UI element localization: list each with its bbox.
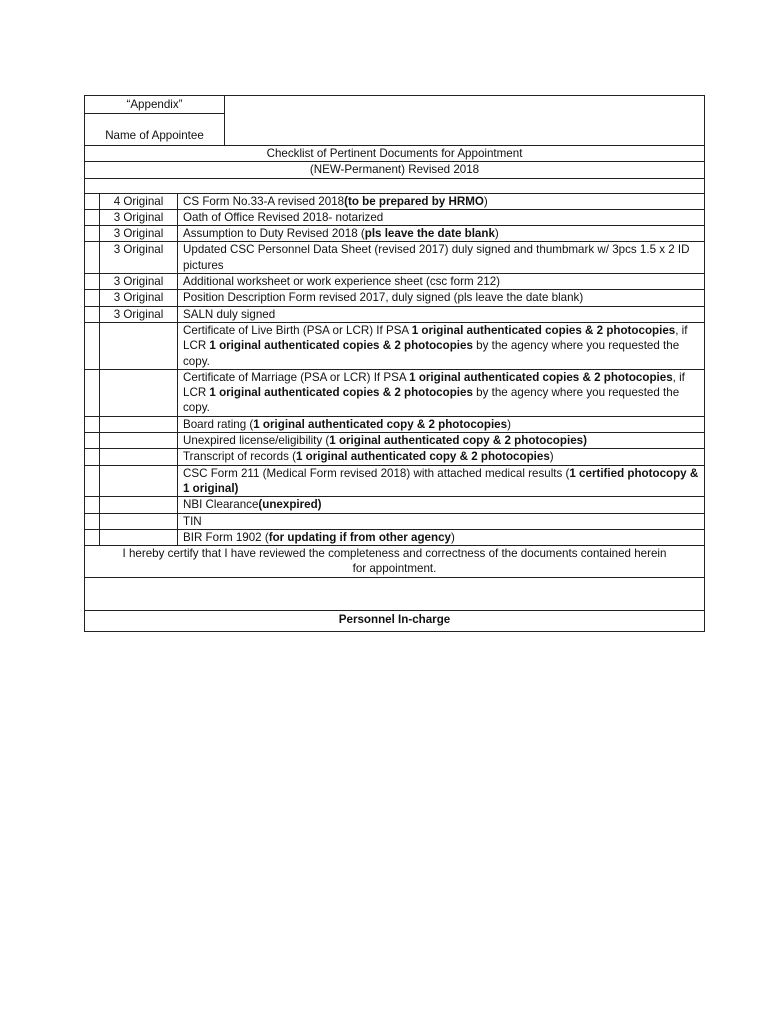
- quantity-cell: 4 Original: [100, 193, 178, 209]
- document-text: Updated CSC Personnel Data Sheet (revised 2017) duly signed and thumbmark w/ 3pcs 1.5 x 2 ID pictures: [183, 243, 690, 272]
- quantity-cell: 3 Original: [100, 290, 178, 306]
- checkbox-cell[interactable]: [85, 497, 100, 513]
- checklist-row: [85, 322, 705, 369]
- document-text-bold: 1 certified photocopy & 1 original): [183, 466, 699, 495]
- quantity-cell: 3 Original: [100, 209, 178, 225]
- checklist-title: Checklist of Pertinent Documents for Appointment: [85, 146, 705, 162]
- appointee-name-field[interactable]: [225, 96, 705, 146]
- appendix-label: “Appendix”: [85, 96, 224, 114]
- checkbox-cell[interactable]: [85, 465, 100, 497]
- quantity-cell: 3 Original: [100, 226, 178, 242]
- document-text: by the agency where you requested the copy.: [183, 339, 680, 368]
- document-text: ): [451, 530, 455, 544]
- document-text: CS Form No.33-A revised 2018: [183, 194, 345, 208]
- certification-text: I hereby certify that I have reviewed the completeness and correctness of the documents contained herein for appointment.: [85, 546, 705, 578]
- checklist-row: [85, 529, 705, 545]
- quantity-cell: [100, 465, 178, 497]
- checklist-row: [85, 513, 705, 529]
- document-text: TIN: [183, 514, 202, 528]
- document-cell: [178, 369, 705, 416]
- checklist-row: [85, 226, 705, 242]
- quantity-cell: [100, 416, 178, 432]
- document-text: Certificate of Live Birth (PSA or LCR) If PSA: [183, 323, 412, 337]
- checkbox-cell[interactable]: [85, 209, 100, 225]
- quantity-cell: [100, 497, 178, 513]
- checkbox-cell[interactable]: [85, 193, 100, 209]
- appointee-label: Name of Appointee: [105, 129, 204, 142]
- document-cell: [178, 529, 705, 545]
- checkbox-cell[interactable]: [85, 433, 100, 449]
- checkbox-cell[interactable]: [85, 290, 100, 306]
- document-text-bold: 1 original authenticated copies & 2 photocopies: [409, 370, 673, 384]
- document-cell: [178, 209, 705, 225]
- checkbox-cell[interactable]: [85, 226, 100, 242]
- document-text-bold: for updating if from other agency: [268, 530, 451, 544]
- document-text-bold: (unexpired): [258, 498, 322, 512]
- document-text-bold: 1 original authenticated copy & 2 photocopies: [253, 417, 508, 431]
- document-text: NBI Clearance: [183, 498, 259, 512]
- checkbox-cell[interactable]: [85, 369, 100, 416]
- checklist-row: [85, 369, 705, 416]
- document-text: Oath of Office Revised 2018- notarized: [183, 210, 384, 224]
- document-text: Transcript of records (: [183, 450, 296, 464]
- document-text-bold: pls leave the date blank: [364, 227, 495, 241]
- header-row: [85, 96, 705, 146]
- document-cell: [178, 290, 705, 306]
- checkbox-cell[interactable]: [85, 529, 100, 545]
- checklist-row: [85, 416, 705, 432]
- document-cell: [178, 193, 705, 209]
- document-text: BIR Form 1902 (: [183, 530, 269, 544]
- document-text: Position Description Form revised 2017, duly signed (pls leave the date blank): [183, 291, 584, 305]
- document-text: Board rating (: [183, 417, 254, 431]
- quantity-cell: 3 Original: [100, 306, 178, 322]
- personnel-in-charge-label: Personnel In-charge: [85, 610, 705, 631]
- checkbox-cell[interactable]: [85, 449, 100, 465]
- document-text: Additional worksheet or work experience sheet (csc form 212): [183, 275, 501, 289]
- checklist-row: [85, 242, 705, 274]
- checkbox-cell[interactable]: [85, 416, 100, 432]
- checklist-subtitle: (NEW-Permanent) Revised 2018: [85, 162, 705, 178]
- checklist-row: [85, 433, 705, 449]
- quantity-cell: 3 Original: [100, 242, 178, 274]
- checkbox-cell[interactable]: [85, 274, 100, 290]
- checklist-row: [85, 193, 705, 209]
- checklist-row: [85, 290, 705, 306]
- document-cell: [178, 322, 705, 369]
- document-text: ): [549, 450, 554, 464]
- document-cell: [178, 306, 705, 322]
- quantity-cell: 3 Original: [100, 274, 178, 290]
- document-text: CSC Form 211 (Medical Form revised 2018) with attached medical results (: [183, 466, 570, 480]
- document-cell: [178, 449, 705, 465]
- document-cell: [178, 226, 705, 242]
- document-text-bold: 1 original authenticated copy & 2 photocopies): [329, 434, 587, 448]
- checklist-row: [85, 465, 705, 497]
- quantity-cell: [100, 449, 178, 465]
- quantity-cell: [100, 529, 178, 545]
- document-text-bold: 1 original authenticated copies & 2 photocopies: [209, 386, 473, 400]
- document-cell: [178, 465, 705, 497]
- signature-field[interactable]: [85, 577, 705, 610]
- document-text: ): [483, 194, 488, 208]
- checklist-table: [84, 95, 705, 632]
- document-text: , if LCR: [183, 370, 685, 400]
- checklist-row: [85, 274, 705, 290]
- document-text: Certificate of Marriage (PSA or LCR) If PSA: [183, 370, 410, 384]
- checkbox-cell[interactable]: [85, 306, 100, 322]
- quantity-cell: [100, 513, 178, 529]
- checkbox-cell[interactable]: [85, 513, 100, 529]
- document-text: SALN duly signed: [183, 307, 276, 321]
- document-text-bold: 1 original authenticated copies & 2 photocopies: [209, 339, 473, 353]
- checkbox-cell[interactable]: [85, 242, 100, 274]
- checklist-row: [85, 449, 705, 465]
- document-text: by the agency where you requested the copy.: [183, 386, 680, 415]
- document-cell: [178, 416, 705, 432]
- document-cell: [178, 242, 705, 274]
- checklist-sheet: [84, 95, 705, 632]
- checklist-row: [85, 497, 705, 513]
- document-cell: [178, 497, 705, 513]
- document-text: , if LCR: [183, 323, 688, 353]
- checklist-row: [85, 306, 705, 322]
- document-text: Unexpired license/eligibility (: [183, 434, 330, 448]
- document-text: ): [494, 227, 499, 241]
- checkbox-cell[interactable]: [85, 322, 100, 369]
- document-text-bold: 1 original authenticated copies & 2 photocopies: [411, 323, 676, 337]
- document-text-bold: 1 original authenticated copy & 2 photocopies: [295, 450, 550, 464]
- document-text-bold: (to be prepared by HRMO: [344, 194, 484, 208]
- document-cell: [178, 513, 705, 529]
- document-text: Assumption to Duty Revised 2018 (: [183, 227, 365, 241]
- document-cell: [178, 433, 705, 449]
- document-cell: [178, 274, 705, 290]
- quantity-cell: [100, 322, 178, 369]
- spacer-row: [85, 178, 705, 193]
- checklist-row: [85, 209, 705, 225]
- quantity-cell: [100, 433, 178, 449]
- quantity-cell: [100, 369, 178, 416]
- document-text: ): [507, 417, 511, 431]
